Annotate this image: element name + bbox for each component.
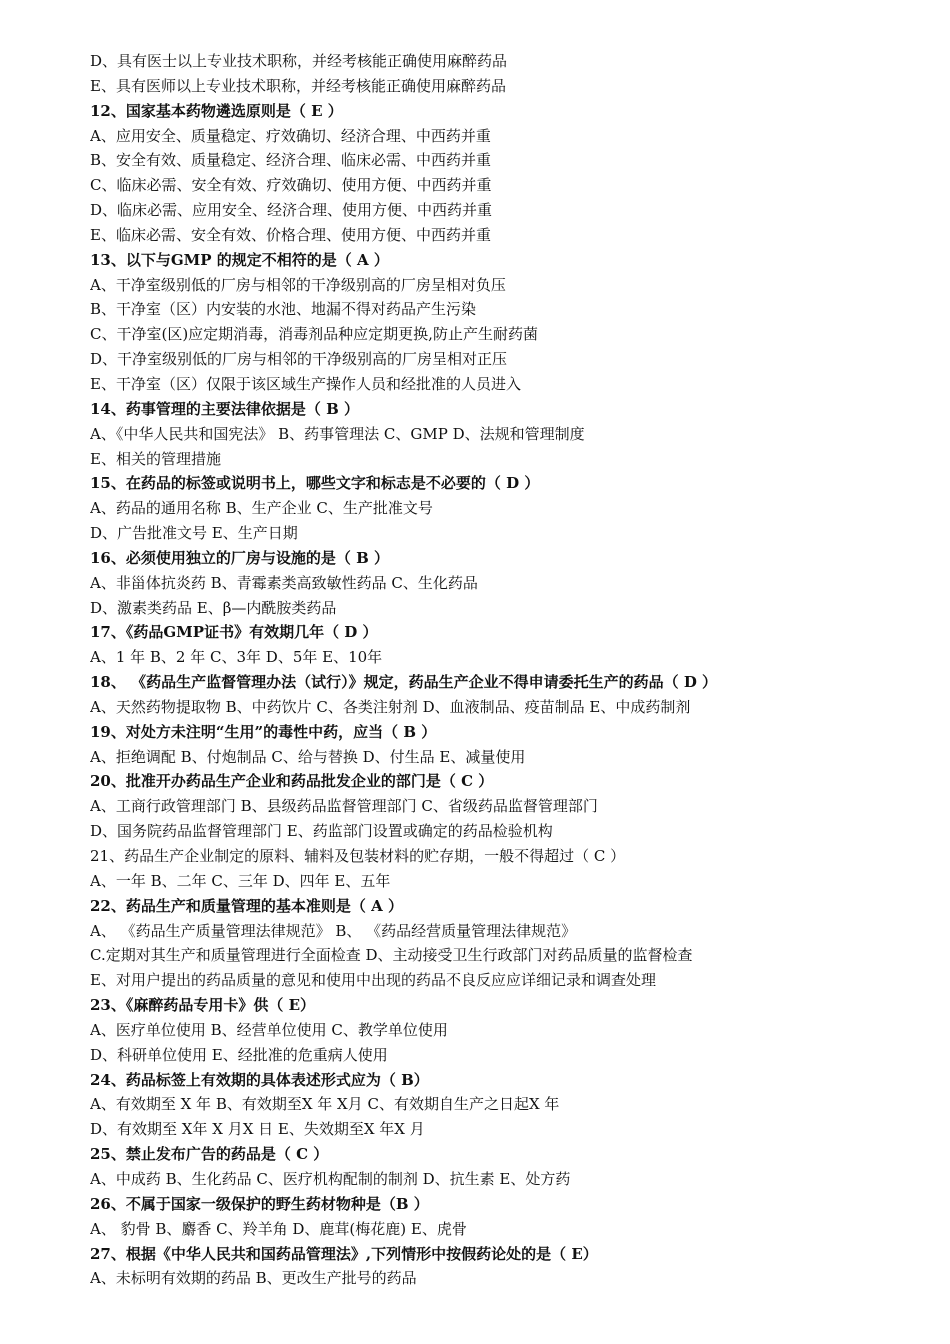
option-line: E、对用户提出的药品质量的意见和使用中出现的药品不良反应应详细记录和调查处理 (90, 971, 656, 990)
option-line: B、安全有效、质量稳定、经济合理、临床必需、中西药并重 (90, 151, 492, 170)
option-line: D、科研单位使用 E、经批准的危重病人使用 (90, 1045, 388, 1064)
option-line: E、临床必需、安全有效、价格合理、使用方便、中西药并重 (90, 225, 491, 244)
option-line: A、药品的通用名称 B、生产企业 C、生产批准文号 (90, 499, 433, 518)
question-line: 18、 《药品生产监督管理办法（试行）》规定，药品生产企业不得申请委托生产的药品（ D ） (90, 673, 718, 692)
option-line: A、有效期至 X 年 B、有效期至X 年 X月 C、有效期自生产之日起X 年 (90, 1095, 560, 1114)
option-line: C、临床必需、安全有效、疗效确切、使用方便、中西药并重 (90, 176, 492, 195)
option-line: D、国务院药品监督管理部门 E、药监部门设置或确定的药品检验机构 (90, 822, 553, 841)
option-line: D、临床必需、应用安全、经济合理、使用方便、中西药并重 (90, 201, 493, 220)
option-line: E、具有医师以上专业技术职称，并经考核能正确使用麻醉药品 (90, 76, 506, 95)
option-line: A、干净室级别低的厂房与相邻的干净级别高的厂房呈相对负压 (90, 275, 506, 294)
question-line: 25、禁止发布广告的药品是（ C ） (90, 1145, 329, 1164)
document-page (90, 49, 930, 1291)
option-line: E、干净室（区）仅限于该区域生产操作人员和经批准的人员进入 (90, 374, 521, 393)
question-line: 24、药品标签上有效期的具体表述形式应为（ B） (90, 1070, 429, 1089)
option-line: A、《中华人民共和国宪法》 B、药事管理法 C、GMP D、法规和管理制度 (90, 424, 585, 443)
question-line: 20、批准开办药品生产企业和药品批发企业的部门是（ C ） (90, 772, 494, 791)
question-line: 16、必须使用独立的厂房与设施的是（ B ） (90, 548, 389, 567)
question-line: 15、在药品的标签或说明书上，哪些文字和标志是不必要的（ D ） (90, 474, 540, 493)
question-line: 19、对处方未注明“生用”的毒性中药，应当（ B ） (90, 722, 437, 741)
option-line: D、广告批准文号 E、生产日期 (90, 524, 298, 543)
option-line: D、干净室级别低的厂房与相邻的干净级别高的厂房呈相对正压 (90, 350, 508, 369)
option-line: C.定期对其生产和质量管理进行全面检查 D、主动接受卫生行政部门对药品质量的监督检查 (90, 946, 693, 965)
option-line: D、激素类药品 E、β—内酰胺类药品 (90, 598, 337, 617)
option-line: A、中成药 B、生化药品 C、医疗机构配制的制剂 D、抗生素 E、处方药 (90, 1169, 571, 1188)
option-line: A、天然药物提取物 B、中药饮片 C、各类注射剂 D、血液制品、疫苗制品 E、中成药制剂 (90, 697, 691, 716)
question-line: 13、以下与GMP 的规定不相符的是（ A ） (90, 250, 389, 269)
question-line: 12、国家基本药物遴选原则是（ E ） (90, 101, 343, 120)
option-line: A、 《药品生产质量管理法律规范》 B、 《药品经营质量管理法律规范》 (90, 921, 577, 940)
option-line: A、医疗单位使用 B、经营单位使用 C、教学单位使用 (90, 1020, 448, 1039)
option-line: A、1 年 B、2 年 C、3年 D、5年 E、10年 (90, 648, 383, 667)
option-line: C、干净室(区)应定期消毒，消毒剂品种应定期更换,防止产生耐药菌 (90, 325, 538, 344)
option-line: B、干净室（区）内安装的水池、地漏不得对药品产生污染 (90, 300, 477, 319)
question-line: 14、药事管理的主要法律依据是（ B ） (90, 399, 359, 418)
option-line: A、工商行政管理部门 B、县级药品监督管理部门 C、省级药品监督管理部门 (90, 797, 598, 816)
option-line: A、 豹骨 B、麝香 C、羚羊角 D、鹿茸(梅花鹿) E、虎骨 (90, 1219, 467, 1238)
option-line: A、应用安全、质量稳定、疗效确切、经济合理、中西药并重 (90, 126, 491, 145)
option-line: A、一年 B、二年 C、三年 D、四年 E、五年 (90, 871, 391, 890)
option-line: A、未标明有效期的药品 B、更改生产批号的药品 (90, 1269, 417, 1288)
option-line: 21、药品生产企业制定的原料、辅料及包装材料的贮存期，一般不得超过（ C ） (90, 847, 626, 865)
question-line: 23、《麻醉药品专用卡》供（ E） (90, 996, 316, 1015)
option-line: E、相关的管理措施 (90, 449, 221, 468)
question-line: 26、不属于国家一级保护的野生药材物种是（B ） (90, 1194, 429, 1213)
option-line: A、拒绝调配 B、付炮制品 C、给与替换 D、付生品 E、减量使用 (90, 747, 526, 766)
question-line: 22、药品生产和质量管理的基本准则是（ A ） (90, 896, 403, 915)
question-line: 27、根据《中华人民共和国药品管理法》,下列情形中按假药论处的是（ E） (90, 1244, 598, 1263)
option-line: D、具有医士以上专业技术职称，并经考核能正确使用麻醉药品 (90, 52, 508, 70)
option-line: D、有效期至 X年 X 月X 日 E、失效期至X 年X 月 (90, 1120, 425, 1139)
option-line: A、非甾体抗炎药 B、青霉素类高致敏性药品 C、生化药品 (90, 573, 478, 592)
question-line: 17、《药品GMP证书》有效期几年（ D ） (90, 623, 378, 642)
